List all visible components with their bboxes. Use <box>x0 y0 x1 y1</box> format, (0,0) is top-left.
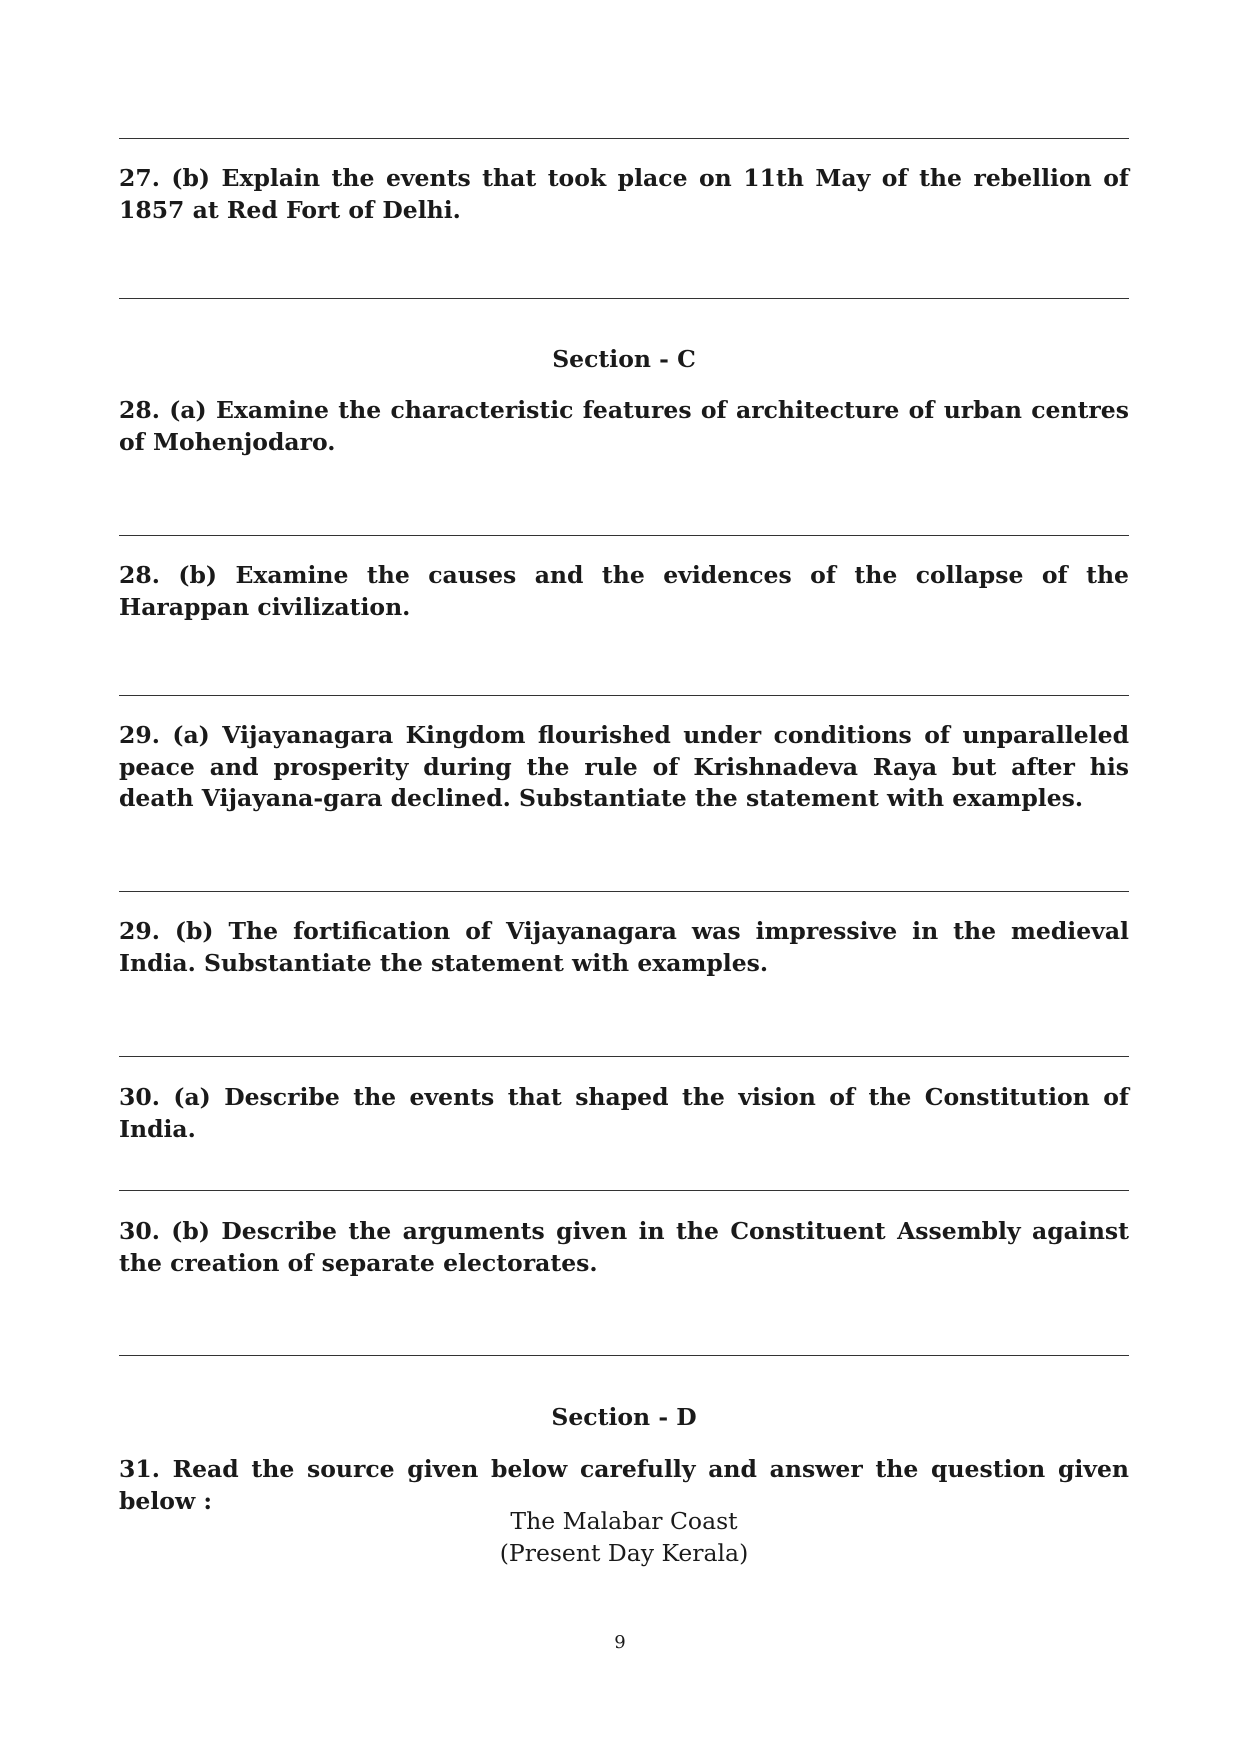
divider <box>119 1056 1129 1057</box>
question-31: 31. Read the source given below carefully and answer the question given below : <box>119 1455 1129 1515</box>
page-number: 9 <box>614 1632 626 1653</box>
source-title-line1: The Malabar Coast <box>510 1507 738 1535</box>
divider <box>119 891 1129 892</box>
divider <box>119 695 1129 696</box>
divider <box>119 298 1129 299</box>
question-29a: 29. (a) Vijayanagara Kingdom flourished under conditions of unparalleled peace and prosperity during the rule of Krishnadeva Raya but after his death Vijayana-gara declined. Substantiate the statement with examples. <box>119 721 1129 812</box>
divider <box>119 138 1129 139</box>
section-c-heading: Section - C <box>552 345 696 373</box>
divider <box>119 1355 1129 1356</box>
question-27b: 27. (b) Explain the events that took place on 11th May of the rebellion of 1857 at Red Fort of Delhi. <box>119 164 1129 224</box>
source-title <box>119 1506 1129 1569</box>
question-29b: 29. (b) The fortification of Vijayanagara was impressive in the medieval India. Substantiate the statement with examples. <box>119 917 1129 977</box>
question-30b: 30. (b) Describe the arguments given in the Constituent Assembly against the creation of separate electorates. <box>119 1217 1129 1277</box>
divider <box>119 535 1129 536</box>
question-28a: 28. (a) Examine the characteristic features of architecture of urban centres of Mohenjodaro. <box>119 396 1129 456</box>
source-title-line2: (Present Day Kerala) <box>499 1538 749 1567</box>
divider <box>119 1190 1129 1191</box>
question-28b: 28. (b) Examine the causes and the evidences of the collapse of the Harappan civilization. <box>119 561 1129 621</box>
question-30a: 30. (a) Describe the events that shaped the vision of the Constitution of India. <box>119 1083 1129 1143</box>
section-d-heading: Section - D <box>551 1403 697 1431</box>
